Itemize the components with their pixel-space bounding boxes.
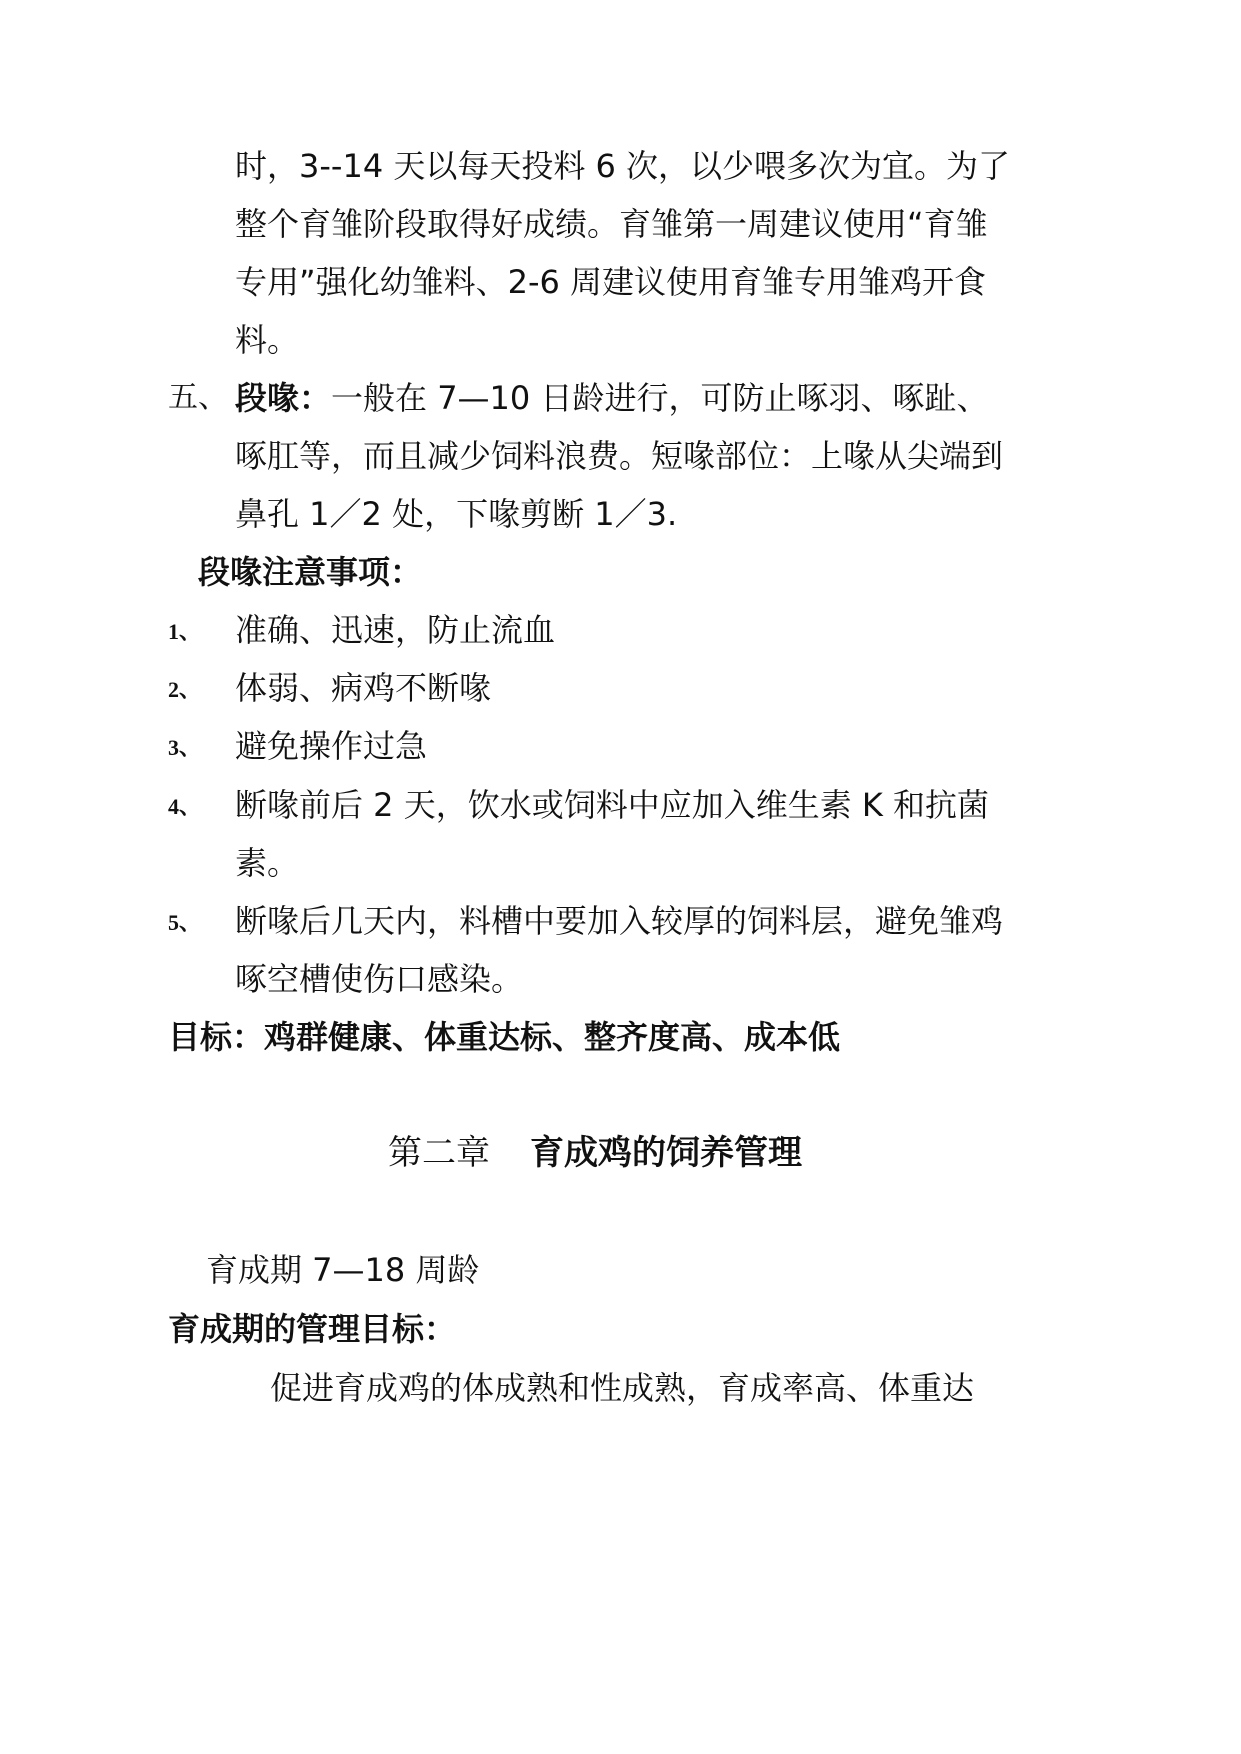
list-number: 5、 [168,910,202,935]
list-item-continuation: 啄空槽使伤口感染。 [235,960,524,998]
list-item: 准确、迅速，防止流血 [235,611,556,649]
goal-statement: 目标：鸡群健康、体重达标、整齐度高、成本低 [168,1018,841,1056]
chapter-number: 第二章 [388,1133,490,1173]
chapter-heading [388,1128,802,1178]
paragraph-line: 时，3--14 天以每天投料 6 次，以少喂多次为宜。为了 [235,147,1011,185]
period-line: 育成期 7—18 周龄 [206,1251,480,1289]
paragraph-line: 专用”强化幼雏料、2-6 周建议使用育雏专用雏鸡开食 [235,263,987,301]
management-text: 促进育成鸡的体成熟和性成熟，育成率高、体重达 [270,1369,975,1407]
section-line: 鼻孔 1／2 处，下喙剪断 1／3. [235,495,678,533]
section-term: 段喙： [235,379,332,417]
paragraph-line: 料。 [235,321,300,359]
list-item-continuation: 素。 [235,844,300,882]
section-text: 一般在 7—10 日龄进行，可防止啄羽、啄趾、 [331,379,989,417]
list-number: 1、 [168,619,202,644]
chapter-title: 育成鸡的饲养管理 [530,1133,802,1173]
section-line [235,376,988,420]
paragraph-line: 整个育雏阶段取得好成绩。育雏第一周建议使用“育雏 [235,205,988,243]
precautions-heading: 段喙注意事项： [198,553,423,591]
list-item: 断喙前后 2 天，饮水或饲料中应加入维生素 K 和抗菌 [235,786,990,824]
list-number: 4、 [168,794,202,819]
list-item: 体弱、病鸡不断喙 [235,669,492,707]
list-number: 2、 [168,677,202,702]
management-heading: 育成期的管理目标： [168,1310,457,1348]
list-number: 3、 [168,735,202,760]
list-item: 断喙后几天内，料槽中要加入较厚的饲料层，避免雏鸡 [235,902,1004,940]
list-item: 避免操作过急 [235,727,428,765]
section-line: 啄肛等，而且减少饲料浪费。短喙部位：上喙从尖端到 [235,437,1004,475]
section-marker: 五、 [168,380,228,415]
